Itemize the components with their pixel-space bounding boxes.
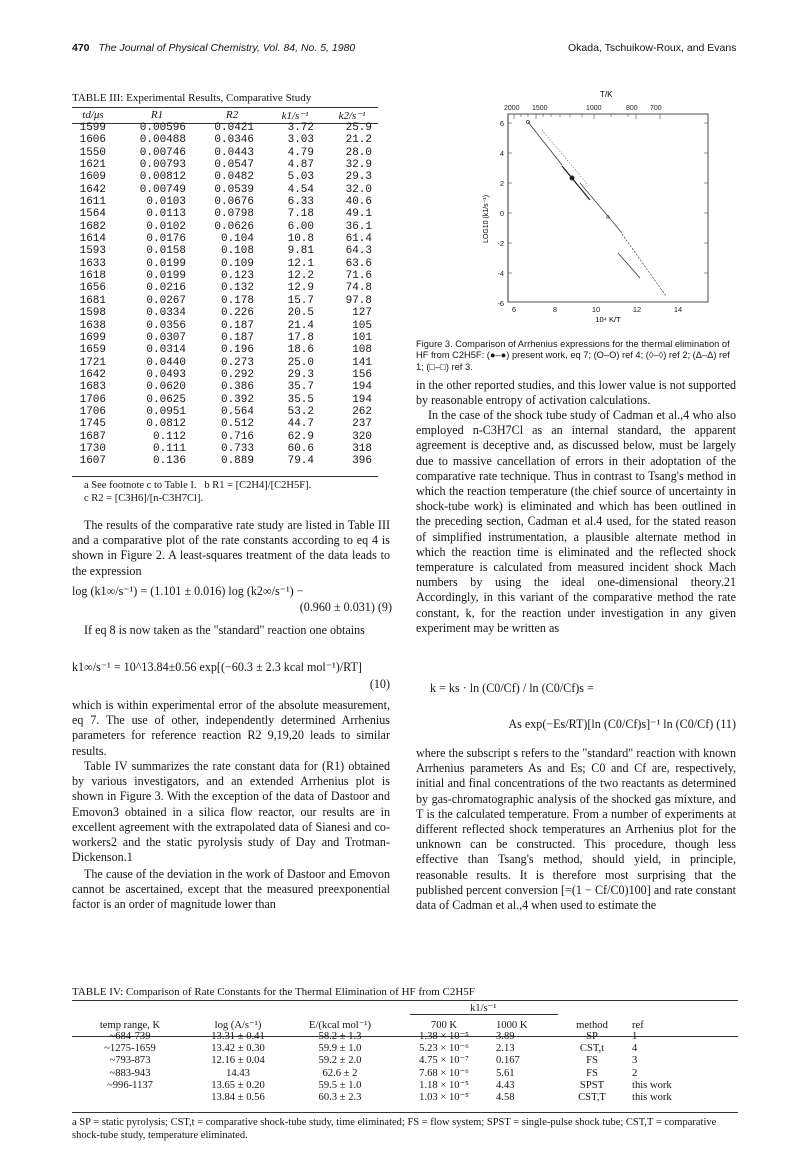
- table4-row: [72, 1043, 738, 1055]
- table3-cell: 0.226: [220, 307, 254, 320]
- table3-cell: 0.0199: [146, 257, 186, 270]
- table4-cell: this work: [632, 1079, 672, 1091]
- table3-cell: 1614: [79, 233, 106, 246]
- table4-cell: 5.61: [496, 1067, 515, 1079]
- table3-cell: 0.196: [220, 344, 254, 357]
- table3-cell: 0.0440: [146, 356, 186, 369]
- table3-cell: 0.0547: [214, 159, 254, 172]
- table3-footnote-a: a See footnote c to Table I.: [84, 480, 197, 491]
- table4-cell: CST,T: [578, 1092, 606, 1104]
- fig3-top-tick-1500: 1500: [532, 105, 548, 112]
- fig3-line-present-work: [562, 166, 590, 200]
- table4-row: [72, 1068, 738, 1080]
- table3-cell: 6.33: [287, 196, 314, 209]
- fig3-x-tick-6: 6: [511, 305, 517, 314]
- table3-row: [72, 295, 378, 307]
- table3-cell: 1706: [79, 405, 106, 418]
- table3-cell: 396: [352, 455, 372, 468]
- table3-cell: 0.0812: [146, 418, 186, 431]
- fig3-line-ref2: [542, 130, 588, 185]
- table4-col-1000K: 1000 K: [496, 1019, 528, 1031]
- table3-cell: 1730: [79, 442, 106, 455]
- table3-cell: 1633: [79, 257, 106, 270]
- table4-body: [72, 1031, 738, 1104]
- table3-cell: 0.108: [220, 245, 254, 258]
- table4-cell: FS: [586, 1055, 598, 1067]
- table4-cell: 4.75 × 10⁻⁷: [419, 1055, 469, 1067]
- table3-cell: 194: [352, 393, 372, 406]
- table3-cell: 25.9: [345, 122, 372, 134]
- table3-cell: 1745: [79, 418, 106, 431]
- table3-cell: 1550: [79, 146, 106, 159]
- table3-cell: 0.123: [220, 270, 254, 283]
- table4-col-700K: 700 K: [430, 1019, 458, 1031]
- table4-cell: 1: [632, 1031, 638, 1042]
- right-paragraph-3: where the subscript s refers to the "standard" reaction with known Arrhenius parameters As and Es; C0 and Cf are, respectively, initial and final concentrations of the two reactants as determined by gas-chromatographic analysis of the shocked gas mixture, and T is the calculated temperature. From a number of experiments at different reflected shock temperatures an Arrhenius plot for the unknown can be constructed. This procedure, though less effective than Tsang's method, should yield, in principle, reasonable results. It is therefore most surprising that the published percent conversion [=(1 − Cf/C0)100] and rate constant data of Cadman et al.,4 when used to estimate the: [416, 746, 736, 913]
- eq10-line1: k1∞/s⁻¹ = 10^13.84±0.56 exp[(−60.3 ± 2.3 kcal mol⁻¹)/RT]: [72, 660, 362, 674]
- table3-col-r1: R1: [150, 109, 164, 121]
- table3-cell: 12.1: [287, 257, 314, 270]
- eq11-line2: As exp(−Es/RT)[ln (C0/Cf)s]⁻¹ ln (C0/Cf) (11): [508, 717, 736, 731]
- table3-row: [72, 245, 378, 257]
- left-paragraph-5: The cause of the deviation in the work of Dastoor and Emovon cannot be ascertained, except that the measured preexponential factor is an order of magnitude lower than: [72, 867, 390, 912]
- table3-row: [72, 159, 378, 171]
- table3-cell: 0.0199: [146, 270, 186, 283]
- table3-cell: 0.00749: [139, 183, 186, 196]
- table3-cell: 0.0421: [214, 122, 254, 134]
- table3-header-row: [72, 108, 378, 122]
- table3-cell: 0.392: [220, 393, 254, 406]
- fig3-frame: [508, 114, 708, 302]
- table3-cell: 20.5: [287, 307, 314, 320]
- table3-cell: 237: [352, 418, 372, 431]
- table3-cell: 0.733: [220, 442, 254, 455]
- table3-cell: 0.0951: [146, 405, 186, 418]
- table3-cell: 1611: [79, 196, 106, 209]
- table4-cell: 13.84 ± 0.56: [211, 1092, 265, 1104]
- table4-cell: ~793-873: [109, 1055, 151, 1067]
- table3-cell: 101: [352, 331, 372, 344]
- table3-cell: 0.109: [220, 257, 254, 270]
- table3-cell: 0.104: [220, 233, 254, 246]
- table3-row: [72, 418, 378, 430]
- figure3-caption: Figure 3. Comparison of Arrhenius expressions for the thermal elimination of HF from C2H5F: (●–●) present work, eq 7; (O–O) ref 4; (◊–◊) ref 2; (Δ–Δ) ref 1; (□–□) ref 3.: [416, 339, 730, 372]
- fig3-y-tick-neg2: -2: [497, 239, 504, 248]
- table3-row: [72, 357, 378, 369]
- table4-col-E: E/(kcal mol⁻¹): [308, 1020, 371, 1031]
- table3-cell: 0.136: [152, 455, 186, 468]
- table4-col-method: method: [576, 1019, 608, 1031]
- table3-cell: 1683: [79, 381, 106, 394]
- table3-cell: 1618: [79, 270, 106, 283]
- fig3-y-tick-4: 4: [499, 149, 504, 158]
- table3-row: [72, 171, 378, 183]
- table4-cell: 1.18 × 10⁻⁵: [419, 1079, 469, 1091]
- table3-cell: 12.9: [287, 282, 314, 295]
- table3-cell: 35.7: [287, 381, 314, 394]
- table4-col-temp: temp range, K: [99, 1019, 161, 1031]
- table3-row: [72, 332, 378, 344]
- table3-col-r2: R2: [225, 109, 239, 121]
- table3-cell: 0.564: [220, 405, 254, 418]
- table3-row: [72, 394, 378, 406]
- table3-cell: 105: [352, 319, 372, 332]
- table3-cell: 1598: [79, 307, 106, 320]
- table3-cell: 0.0102: [146, 220, 186, 233]
- table4-cell: 3: [632, 1055, 638, 1067]
- table3-cell: 1642: [79, 368, 106, 381]
- table3-cell: 0.00488: [139, 134, 186, 147]
- table4-cell: ~883-943: [109, 1067, 151, 1079]
- table3-cell: 0.111: [152, 442, 186, 455]
- table4-row: [72, 1055, 738, 1067]
- table3-footnote-b: b R1 = [C2H4]/[C2H5F].: [204, 480, 312, 491]
- table3-cell: 0.0356: [146, 319, 186, 332]
- table3-cell: 1721: [79, 356, 106, 369]
- table4-cell: 0.167: [496, 1055, 520, 1067]
- figure3-plot: [483, 88, 730, 328]
- table3-cell: 62.9: [287, 430, 314, 443]
- table3-cell: 0.0158: [146, 245, 186, 258]
- fig3-line-ref4: [528, 122, 562, 165]
- table3-cell: 0.0314: [146, 344, 186, 357]
- table3-cell: 3.03: [287, 134, 314, 147]
- table3-cell: 108: [352, 344, 372, 357]
- table3-row: [72, 282, 378, 294]
- left-paragraph-2: If eq 8 is now taken as the "standard" reaction one obtains: [84, 623, 365, 637]
- table3-cell: 0.0443: [214, 146, 254, 159]
- fig3-y-tick-neg4: -4: [497, 269, 504, 278]
- table3-cell: 32.0: [345, 183, 372, 196]
- table3-cell: 35.5: [287, 393, 314, 406]
- table4-cell: 4.43: [496, 1079, 515, 1091]
- table3-cell: 1606: [79, 134, 106, 147]
- fig3-y-tick-2: 2: [499, 179, 504, 188]
- table3-cell: 1699: [79, 331, 106, 344]
- table3-rule-bottom: [72, 476, 378, 477]
- table3-cell: 127: [352, 307, 372, 320]
- eq9-line1: log (k1∞/s⁻¹) = (1.101 ± 0.016) log (k2∞/s⁻¹) −: [72, 584, 304, 598]
- table4-cell: 58.2 ± 1.3: [318, 1031, 362, 1042]
- left-paragraph-3: which is within experimental error of the absolute measurement, eq 7. The use of other, independently determined Arrhenius parameters for reference reaction R2 9,19,20 leads to similar results.: [72, 698, 390, 758]
- table3-cell: 17.8: [287, 331, 314, 344]
- table4-cell: 13.42 ± 0.30: [211, 1043, 265, 1055]
- table3-cell: 0.132: [220, 282, 254, 295]
- table3-row: [72, 208, 378, 220]
- table4-cell: FS: [586, 1067, 598, 1079]
- fig3-y-tick-0: 0: [499, 209, 504, 218]
- table3-cell: 1621: [79, 159, 106, 172]
- table4-cell: 2.13: [496, 1043, 515, 1055]
- table3-cell: 0.0216: [146, 282, 186, 295]
- table4-rule-bottom: [72, 1112, 738, 1113]
- table3-cell: 1638: [79, 319, 106, 332]
- table3-cell: 0.0626: [214, 220, 254, 233]
- table3-cell: 1609: [79, 171, 106, 184]
- table3-row: [72, 320, 378, 332]
- table3-cell: 1659: [79, 344, 106, 357]
- table3-cell: 10.8: [287, 233, 314, 246]
- table3-row: [72, 233, 378, 245]
- table3-cell: 0.512: [220, 418, 254, 431]
- table3-cell: 1681: [79, 294, 106, 307]
- table3-cell: 0.0267: [146, 294, 186, 307]
- fig3-y-tick-6: 6: [499, 119, 504, 128]
- table4-cell: 5.23 × 10⁻⁶: [419, 1043, 469, 1055]
- table3-cell: 0.00812: [139, 171, 186, 184]
- table3-cell: 21.2: [345, 134, 372, 147]
- fig3-x-tick-12: 12: [632, 305, 642, 314]
- table3-row: [72, 147, 378, 159]
- table3-cell: 28.0: [345, 146, 372, 159]
- table4-rule-k: [410, 1014, 558, 1015]
- table3-cell: 32.9: [345, 159, 372, 172]
- fig3-y-tick-neg6: -6: [497, 299, 504, 308]
- table4-cell: 60.3 ± 2.3: [318, 1092, 362, 1104]
- fig3-x-label: 10⁴ K/T: [595, 315, 621, 324]
- table3-cell: 9.81: [287, 245, 314, 258]
- fig3-top-tick-1000: 1000: [586, 105, 602, 112]
- table3-cell: 0.00746: [139, 146, 186, 159]
- fig3-y-label: LOG10 (k1/s⁻¹): [483, 194, 490, 243]
- table3-cell: 0.187: [220, 331, 254, 344]
- table3-cell: 262: [352, 405, 372, 418]
- table3-cell: 0.0620: [146, 381, 186, 394]
- table3-footnote-c: c R2 = [C3H6]/[n-C3H7Cl].: [84, 493, 204, 504]
- table3-cell: 0.0493: [146, 368, 186, 381]
- table3-row: [72, 455, 378, 467]
- table3-cell: 1687: [79, 430, 106, 443]
- table3-cell: 49.1: [345, 208, 372, 221]
- table3-row: [72, 431, 378, 443]
- table3-cell: 18.6: [287, 344, 314, 357]
- table3-cell: 1607: [79, 455, 106, 468]
- table3-row: [72, 344, 378, 356]
- table3-cell: 1564: [79, 208, 106, 221]
- table3-col-td: td/μs: [82, 109, 104, 121]
- table4-row: [72, 1092, 738, 1104]
- table4-cell: 59.9 ± 1.0: [318, 1043, 362, 1055]
- fig3-x-tick-14: 14: [673, 305, 683, 314]
- table3-cell: 320: [352, 430, 372, 443]
- table4-cell: 3.89: [496, 1031, 515, 1042]
- table4-cell: 1.38 × 10⁻⁵: [419, 1031, 469, 1042]
- table4-cell: [72, 1092, 188, 1104]
- eq9-line2: (0.960 ± 0.031) (9): [299, 600, 392, 614]
- table3-cell: 0.187: [220, 319, 254, 332]
- fig3-x-tick-8: 8: [552, 305, 558, 314]
- table3-cell: 0.292: [220, 368, 254, 381]
- fig3-top-tick-2000: 2000: [504, 105, 520, 112]
- table3-cell: 44.7: [287, 418, 314, 431]
- table3-body: [72, 122, 378, 468]
- table3-title: TABLE III: Experimental Results, Comparative Study: [72, 92, 312, 104]
- table3-cell: 36.1: [345, 220, 372, 233]
- table3-cell: 74.8: [345, 282, 372, 295]
- table3-cell: 0.00793: [139, 159, 186, 172]
- fig3-x-tick-10: 10: [591, 305, 601, 314]
- table4-footnote: a SP = static pyrolysis; CST,t = comparative shock-tube study, time eliminated; FS = flow system; SPST = single-pulse shock tube; CST,T = comparative shock-tube study, temperature eliminated.: [72, 1117, 717, 1141]
- table3-cell: 97.8: [345, 294, 372, 307]
- table3-cell: 0.0176: [146, 233, 186, 246]
- table4-row: [72, 1031, 738, 1043]
- fig3-top-tick-700: 700: [650, 105, 662, 112]
- table3-cell: 0.0113: [146, 208, 186, 221]
- table3-cell: 156: [352, 368, 372, 381]
- table3-cell: 12.2: [287, 270, 314, 283]
- table3-cell: 25.0: [287, 356, 314, 369]
- right-paragraph-2: In the case of the shock tube study of Cadman et al.,4 who also employed n-C3H7Cl as an internal standard, the apparent agreement is deceptive and, as discussed below, must be largely due to massive cancellation of errors in their adoptation of the comparative rate technique. Thus in contrast to Tsang's method in which the reaction temperature (the chief source of uncertainty in shock-tube work) is eliminated and which has been outlined in the preceding section, Cadman et al.4 used, for the stated reason of simplified instrumentation, a plausible alternate method in which the reaction time is eliminated and the reflected shock temperature is calculated from measured incident shock Mach numbers by using the ideal one-dimensional theory.21 Accordingly, in this variant of the comparative method the rate constant, k, for the reaction under investigation in any given experiment may be written as: [416, 408, 736, 635]
- table4-rule-top: [72, 1000, 738, 1001]
- table4-cell: 2: [632, 1067, 638, 1079]
- table3-cell: 0.0346: [214, 134, 254, 147]
- table3-row: [72, 369, 378, 381]
- table3-col-k1: k1/s⁻¹: [281, 109, 309, 122]
- table3-cell: 0.0307: [146, 331, 186, 344]
- table3-cell: 0.0798: [214, 208, 254, 221]
- table3-cell: 0.716: [220, 430, 254, 443]
- page-header: [72, 42, 355, 54]
- table3-cell: 15.7: [287, 294, 314, 307]
- table3-cell: 0.273: [220, 356, 254, 369]
- table3-cell: 29.3: [345, 171, 372, 184]
- table3-cell: 64.3: [345, 245, 372, 258]
- table4-cell: this work: [632, 1092, 672, 1104]
- table3-cell: 0.0482: [214, 171, 254, 184]
- table3-row: [72, 443, 378, 455]
- table4-title: TABLE IV: Comparison of Rate Constants for the Thermal Elimination of HF from C2H5F: [72, 986, 475, 998]
- table4-cell: ~996-1137: [107, 1079, 153, 1091]
- table4-cell: 13.31 ± 0.41: [211, 1031, 265, 1042]
- table3-cell: 0.00596: [139, 122, 186, 134]
- table3-cell: 0.178: [220, 294, 254, 307]
- table3-row: [72, 258, 378, 270]
- table3-cell: 60.6: [287, 442, 314, 455]
- table3-row: [72, 196, 378, 208]
- table3-cell: 63.6: [345, 257, 372, 270]
- table4-cell: CST,t: [579, 1043, 605, 1055]
- journal-title: The Journal of Physical Chemistry, Vol. 84, No. 5, 1980: [98, 42, 356, 54]
- table3-cell: 7.18: [287, 208, 314, 221]
- table4-cell: 12.16 ± 0.04: [211, 1055, 265, 1067]
- table3-row: [72, 270, 378, 282]
- table3-cell: 1706: [79, 393, 106, 406]
- fig3-top-tick-800: 800: [626, 105, 638, 112]
- table3-cell: 61.4: [345, 233, 372, 246]
- table4-cell: 14.43: [226, 1067, 250, 1079]
- table3-cell: 6.00: [287, 220, 314, 233]
- table3-cell: 3.72: [287, 122, 314, 134]
- table3-cell: 0.0103: [146, 196, 186, 209]
- table3-cell: 4.87: [287, 159, 314, 172]
- table3-cell: 318: [352, 442, 372, 455]
- page-number: 470: [72, 42, 90, 54]
- table4-cell: 4.58: [496, 1092, 515, 1104]
- eq11-line1: k = ks · ln (C0/Cf) / ln (C0/Cf)s =: [430, 681, 594, 695]
- table4-cell: 13.65 ± 0.20: [211, 1079, 265, 1091]
- fig3-present-work-marker: [570, 176, 574, 180]
- table3-row: [72, 221, 378, 233]
- eq10-number: (10): [369, 677, 390, 691]
- table4-row: [72, 1080, 738, 1092]
- table4-col-logA: log (A/s⁻¹): [214, 1020, 262, 1031]
- table4-k-header: k1/s⁻¹: [470, 1003, 497, 1014]
- table3-cell: 0.0625: [146, 393, 186, 406]
- table4-cell: 1.03 × 10⁻⁵: [419, 1092, 469, 1104]
- table3-row: [72, 134, 378, 146]
- author-header: Okada, Tschuikow-Roux, and Evans: [568, 42, 737, 54]
- table3-row: [72, 406, 378, 418]
- table4-col-ref: ref: [632, 1019, 644, 1031]
- right-paragraph-1: in the other reported studies, and this lower value is not supported by reasonable entropy of activation calculations.: [416, 378, 736, 408]
- left-paragraph-1: The results of the comparative rate study are listed in Table III and a comparative plot of the rate constants according to eq 4 is shown in Figure 2. A least-squares treatment of the data leads to the expression: [72, 518, 390, 578]
- table3-footnotes: [84, 479, 384, 505]
- table3-cell: 4.54: [287, 183, 314, 196]
- table4-cell: SPST: [579, 1079, 605, 1091]
- table4-cell: 7.68 × 10⁻⁶: [419, 1067, 469, 1079]
- table3-cell: 1593: [79, 245, 106, 258]
- table3-cell: 0.112: [152, 430, 186, 443]
- table3-cell: 0.889: [220, 455, 254, 468]
- table3-cell: 0.0676: [214, 196, 254, 209]
- table3-cell: 1682: [79, 220, 106, 233]
- table3-col-k2: k2/s⁻¹: [338, 109, 366, 122]
- table3-row: [72, 122, 378, 134]
- table3-cell: 1599: [79, 122, 106, 134]
- table3-cell: 29.3: [287, 368, 314, 381]
- table3-cell: 0.386: [220, 381, 254, 394]
- table3-cell: 141: [352, 356, 372, 369]
- fig3-top-label: T/K: [600, 90, 613, 99]
- table3-cell: 53.2: [287, 405, 314, 418]
- fig3-line-ref3-solid: [618, 253, 640, 278]
- table3-row: [72, 381, 378, 393]
- table4-cell: SP: [586, 1031, 598, 1042]
- table3-row: [72, 184, 378, 196]
- fig3-line-ref1: [580, 183, 622, 233]
- table3-cell: 79.4: [287, 455, 314, 468]
- table3-cell: 4.79: [287, 146, 314, 159]
- table3-cell: 1642: [79, 183, 106, 196]
- table4-cell: 62.6 ± 2: [322, 1067, 358, 1079]
- table3-cell: 0.0539: [214, 183, 254, 196]
- table3-cell: 194: [352, 381, 372, 394]
- table4: [72, 1019, 738, 1104]
- table4-cell: 59.2 ± 2.0: [318, 1055, 362, 1067]
- fig3-series: [526, 120, 666, 296]
- table3-cell: 71.6: [345, 270, 372, 283]
- table3: [72, 108, 378, 468]
- table4-header-row: [72, 1019, 738, 1031]
- table3-cell: 1656: [79, 282, 106, 295]
- table4-cell: ~1275-1659: [104, 1043, 156, 1055]
- left-paragraph-4: Table IV summarizes the rate constant data for (R1) obtained by various investigators, and an extended Arrhenius plot is shown in Figure 3. With the exception of the data of Dastoor and Emovon3 obtained in a silica flow reactor, our results are in excellent agreement with the extrapolated data of Sianesi and co-workers2 and the static pyrolysis study of Day and Trotman-Dickenson.1: [72, 759, 390, 865]
- table3-row: [72, 307, 378, 319]
- table3-cell: 40.6: [345, 196, 372, 209]
- table4-cell: ~684-739: [109, 1031, 151, 1042]
- table3-cell: 0.0334: [146, 307, 186, 320]
- table4-cell: 59.5 ± 1.0: [318, 1079, 362, 1091]
- fig3-top-ticks: [514, 114, 660, 119]
- table3-cell: 21.4: [287, 319, 314, 332]
- table3-cell: 5.03: [287, 171, 314, 184]
- table4-cell: 4: [632, 1043, 638, 1055]
